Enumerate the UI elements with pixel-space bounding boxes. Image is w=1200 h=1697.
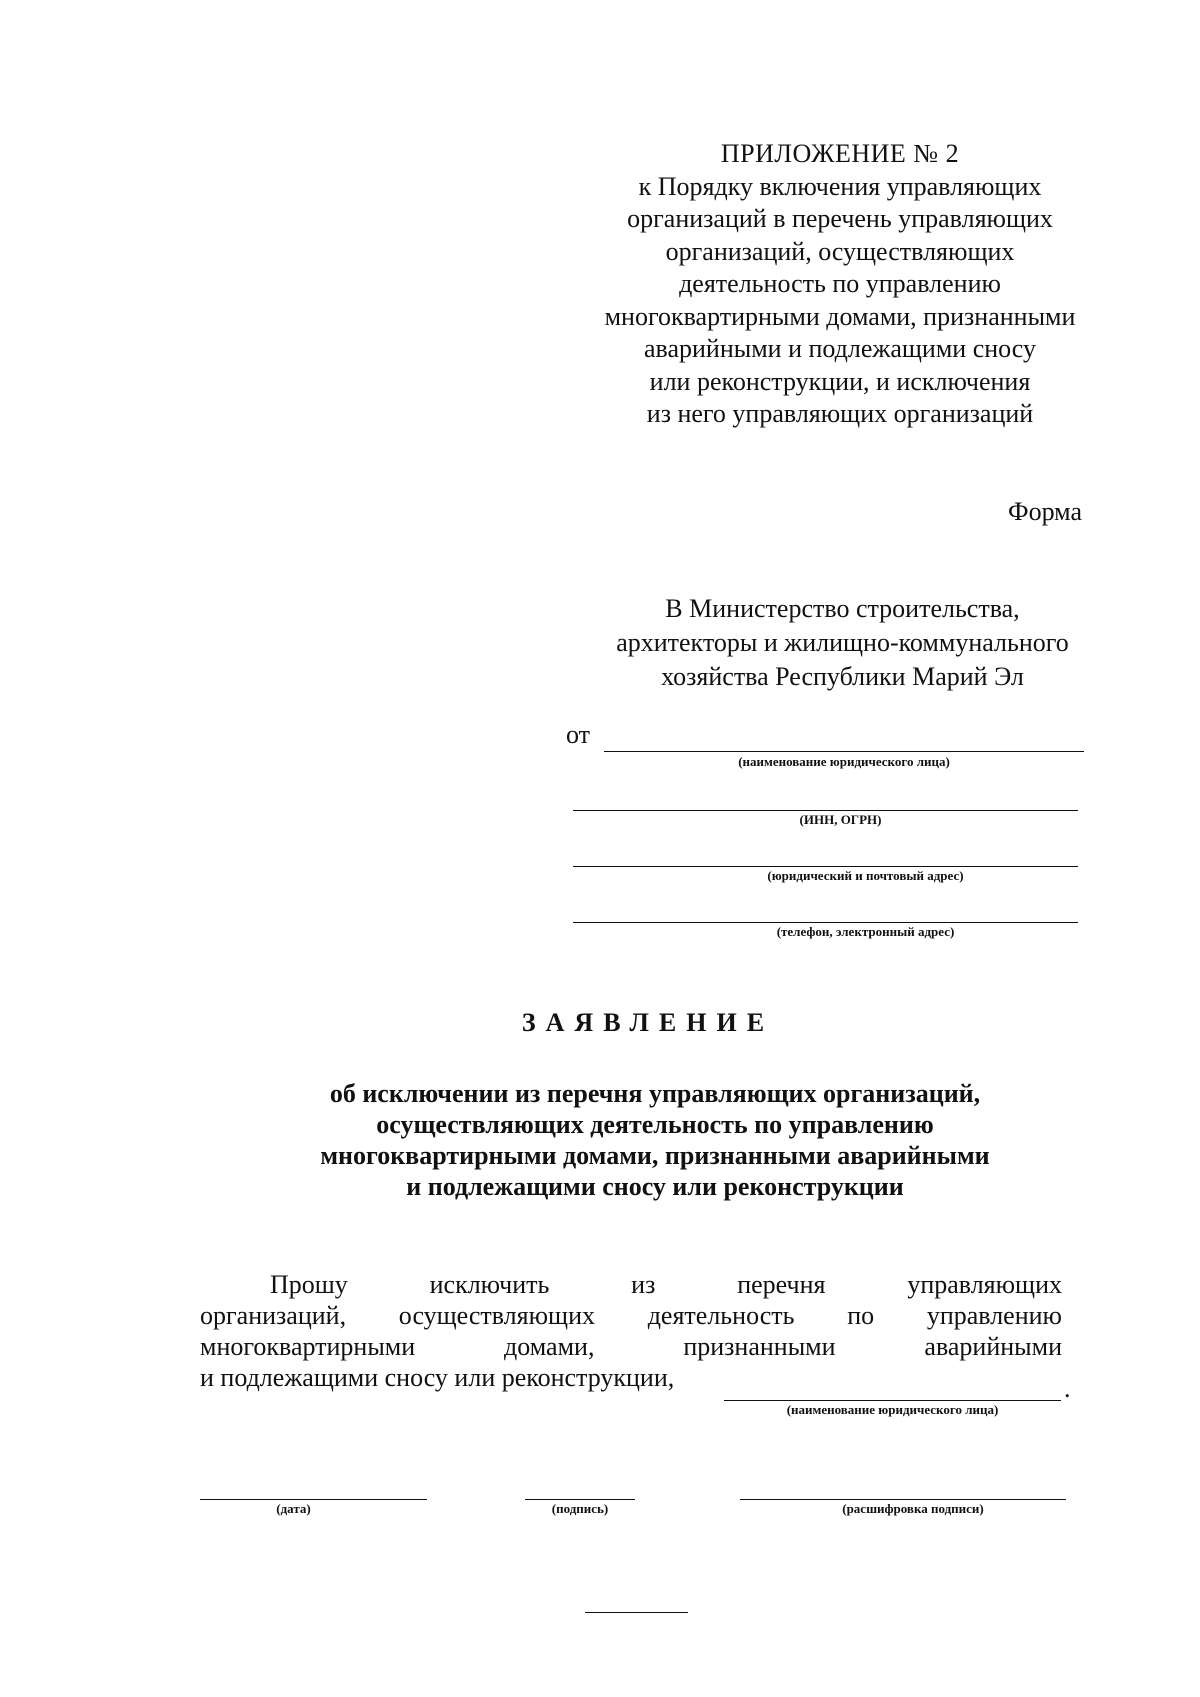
sender-address-field[interactable]: [573, 866, 1078, 867]
signature-decode-caption: (расшифровка подписи): [842, 1501, 984, 1516]
word: организаций,: [200, 1301, 347, 1330]
word: из: [631, 1270, 656, 1299]
appendix-line: организаций, осуществляющих: [665, 236, 1015, 266]
date-field[interactable]: [200, 1499, 427, 1500]
word: перечня: [737, 1270, 826, 1299]
document-title: ЗАЯВЛЕНИЕ: [521, 1008, 775, 1037]
signature-field[interactable]: [525, 1499, 635, 1500]
organization-name-field[interactable]: [724, 1400, 1061, 1401]
word: Прошу: [270, 1270, 348, 1299]
subtitle-line: осуществляющих деятельность по управлению: [376, 1110, 934, 1139]
sender-inn-caption: (ИНН, ОГРН): [799, 812, 882, 827]
word: деятельность: [647, 1301, 795, 1330]
sender-name-field[interactable]: [604, 751, 1084, 752]
signature-caption: (подпись): [551, 1501, 609, 1516]
form-label: Форма: [1008, 497, 1082, 526]
request-paragraph: [200, 1269, 1062, 1393]
appendix-line: из него управляющих организаций: [646, 399, 1034, 428]
sender-name-caption: (наименование юридического лица): [738, 754, 950, 769]
paragraph-line: [200, 1331, 1062, 1362]
sender-address-caption: (юридический и почтовый адрес): [767, 868, 964, 883]
paragraph-last-text: и подлежащими сносу или реконструкции,: [200, 1363, 675, 1392]
appendix-line: к Порядку включения управляющих: [638, 171, 1042, 201]
end-separator: [585, 1612, 688, 1613]
word: управлению: [926, 1301, 1062, 1330]
appendix-line: аварийными и подлежащими сносу: [643, 334, 1037, 363]
word: признанными: [683, 1332, 836, 1361]
appendix-header: [560, 138, 1120, 431]
sender-inn-field[interactable]: [573, 810, 1078, 811]
appendix-line: многоквартирными домами, признанными: [604, 301, 1076, 331]
word: домами,: [504, 1332, 595, 1361]
sender-contacts-field[interactable]: [573, 922, 1078, 923]
appendix-line: организаций в перечень управляющих: [627, 204, 1053, 233]
paragraph-line: [200, 1300, 1062, 1331]
addressee-line: хозяйства Республики Марий Эл: [661, 662, 1024, 691]
date-caption: (дата): [276, 1501, 311, 1516]
signature-decode-field[interactable]: [740, 1499, 1066, 1500]
appendix-line: деятельность по управлению: [679, 269, 1001, 298]
sender-contacts-caption: (телефон, электронный адрес): [776, 924, 955, 939]
from-label: от: [566, 720, 591, 749]
word: исключить: [429, 1270, 550, 1299]
addressee-line: В Министерство строительства,: [665, 594, 1020, 623]
subtitle-line: многоквартирными домами, признанными аварийными: [320, 1141, 990, 1170]
document-subtitle: [240, 1078, 1070, 1202]
addressee-block: [570, 592, 1115, 694]
word: аварийными: [924, 1332, 1062, 1361]
subtitle-line: и подлежащими сносу или реконструкции: [406, 1172, 904, 1201]
appendix-title: ПРИЛОЖЕНИЕ № 2: [720, 139, 960, 168]
paragraph-line: [200, 1362, 1062, 1393]
organization-name-caption: (наименование юридического лица): [786, 1402, 999, 1417]
paragraph-end-period: .: [1064, 1374, 1071, 1403]
addressee-line: архитекторы и жилищно-коммунального: [616, 628, 1069, 657]
word: управляющих: [907, 1270, 1062, 1299]
paragraph-line: [200, 1269, 1062, 1300]
subtitle-line: об исключении из перечня управляющих организаций,: [329, 1079, 981, 1108]
word: многоквартирными: [200, 1332, 416, 1361]
appendix-line: или реконструкции, и исключения: [649, 366, 1031, 396]
word: по: [847, 1301, 875, 1330]
word: осуществляющих: [398, 1301, 595, 1330]
